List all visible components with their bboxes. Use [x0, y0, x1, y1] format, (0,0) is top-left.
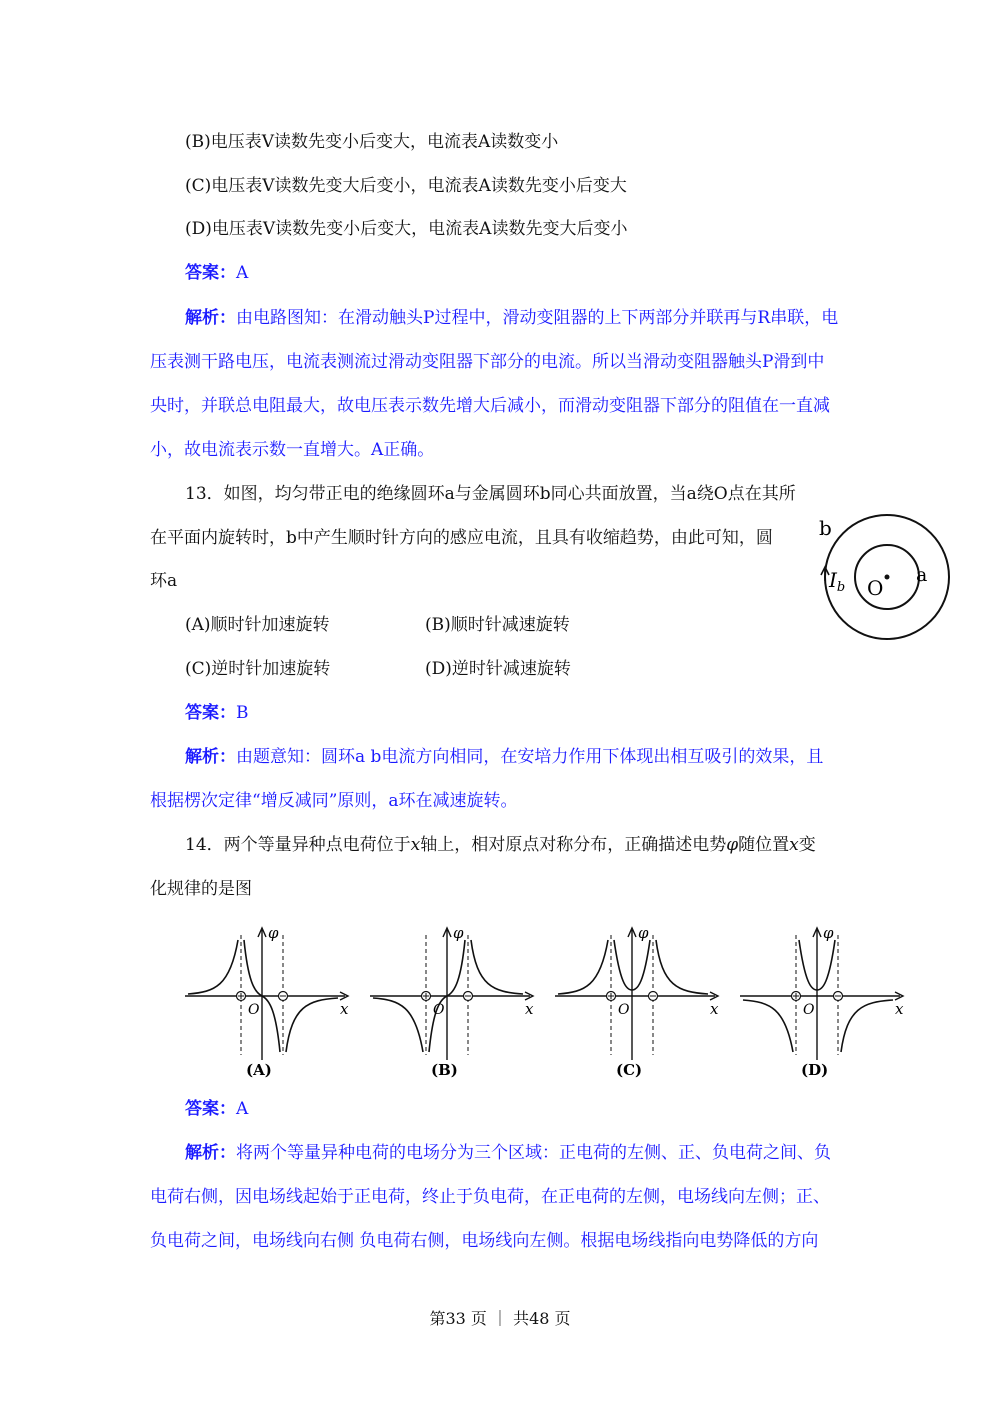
q13-option-b: (B)顺时针减速旋转 — [425, 615, 570, 635]
q14-stem-line: 14．两个等量异种点电荷位于x轴上，相对原点对称分布，正确描述电势φ随位置x变 — [185, 835, 816, 855]
q14-answer — [185, 1098, 248, 1120]
center-dot — [885, 575, 890, 580]
svg-text:φ: φ — [823, 924, 834, 942]
page-footer: 第33 页 ｜ 共48 页 — [429, 1309, 571, 1328]
svg-text:φ: φ — [453, 924, 464, 942]
q12-explanation-line: 央时，并联总电阻最大，故电压表示数先增大后减小，而滑动变阻器下部分的阻值在一直减 — [150, 396, 830, 416]
q12-option-c: (C)电压表V读数先变大后变小，电流表A读数先变小后变大 — [185, 176, 627, 196]
q13-stem-line: 在平面内旋转时，b中产生顺时针方向的感应电流，且具有收缩趋势，由此可知，圆 — [150, 528, 773, 548]
answer-label: 答案： — [185, 703, 236, 723]
svg-text:φ: φ — [638, 924, 649, 942]
svg-text:x: x — [340, 1000, 349, 1018]
potential-graphs — [180, 920, 920, 1085]
svg-text:(B): (B) — [431, 1061, 458, 1079]
label-a: a — [916, 564, 928, 586]
svg-text:O: O — [618, 1002, 630, 1018]
q12-explanation-line: 压表测干路电压，电流表测流过滑动变阻器下部分的电流。所以当滑动变阻器触头P滑到中 — [150, 352, 825, 372]
svg-text:O: O — [803, 1002, 815, 1018]
q13-option-c: (C)逆时针加速旋转 — [185, 659, 331, 679]
svg-text:O: O — [248, 1002, 260, 1018]
svg-text:x: x — [525, 1000, 534, 1018]
label-o: O — [867, 576, 884, 600]
svg-text:x: x — [710, 1000, 719, 1018]
q14-explanation-line: 解析：将两个等量异种电荷的电场分为三个区域：正电荷的左侧、正、负电荷之间、负 — [185, 1143, 831, 1163]
svg-text:O: O — [433, 1002, 445, 1018]
q13-stem-line: 环a — [150, 571, 178, 591]
answer-label: 答案： — [185, 1099, 236, 1119]
q12-answer — [185, 262, 248, 284]
q13-explanation-line: 根据楞次定律“增反减同”原则，a环在减速旋转。 — [150, 791, 518, 811]
current-arrow-icon — [821, 567, 829, 581]
q13-explanation-line: 解析：由题意知：圆环a b电流方向相同，在安培力作用下体现出相互吸引的效果，且 — [185, 747, 824, 767]
graph-b — [370, 924, 534, 1079]
svg-text:φ: φ — [268, 924, 279, 942]
answer-value: A — [236, 263, 249, 283]
svg-text:(C): (C) — [616, 1061, 643, 1079]
q14-explanation-line: 电荷右侧，因电场线起始于正电荷，终止于负电荷，在正电荷的左侧，电场线向左侧；正、 — [150, 1187, 830, 1207]
explanation-label: 解析： — [185, 308, 236, 328]
q13-option-a: (A)顺时针加速旋转 — [185, 615, 330, 635]
svg-text:x: x — [895, 1000, 904, 1018]
label-b: b — [819, 516, 832, 540]
q12-explanation-line: 小，故电流表示数一直增大。A正确。 — [150, 440, 435, 460]
answer-value: A — [236, 1099, 249, 1119]
graph-c — [555, 924, 719, 1079]
answer-label: 答案： — [185, 263, 236, 283]
label-i: $I_b$ — [829, 568, 846, 595]
q12-option-d: (D)电压表V读数先变小后变大，电流表A读数先变大后变小 — [185, 219, 628, 239]
answer-value: B — [236, 703, 249, 723]
explanation-label: 解析： — [185, 747, 236, 767]
q12-option-b: (B)电压表V读数先变小后变大，电流表A读数变小 — [185, 132, 559, 152]
svg-text:(D): (D) — [801, 1061, 829, 1079]
q12-explanation-line: 解析：由电路图知：在滑动触头P过程中，滑动变阻器的上下两部分并联再与R串联，电 — [185, 308, 839, 328]
q14-stem-line: 化规律的是图 — [150, 879, 252, 899]
graph-d — [740, 924, 904, 1079]
q13-stem-line: 13．如图，均匀带正电的绝缘圆环a与金属圆环b同心共面放置，当a绕O点在其所 — [185, 484, 796, 504]
q14-explanation-line: 负电荷之间，电场线向右侧 负电荷右侧，电场线向左侧。根据电场线指向电势降低的方向 — [150, 1231, 819, 1251]
q13-answer — [185, 702, 249, 724]
q13-option-d: (D)逆时针减速旋转 — [425, 659, 571, 679]
explanation-label: 解析： — [185, 1143, 236, 1163]
graph-a — [185, 924, 349, 1079]
ring-figure — [805, 505, 965, 645]
svg-text:(A): (A) — [246, 1061, 272, 1079]
